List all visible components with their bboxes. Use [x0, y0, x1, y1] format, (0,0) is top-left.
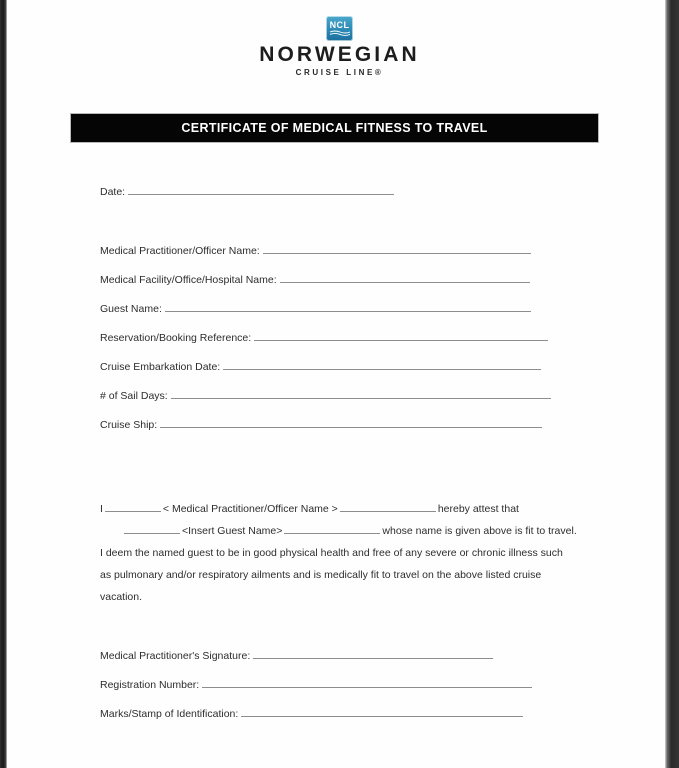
field-input-sail-days[interactable] — [171, 388, 551, 399]
field-label-facility-name: Medical Facility/Office/Hospital Name: — [100, 274, 277, 286]
field-input-embarkation-date[interactable] — [223, 359, 541, 370]
field-label-signature: Medical Practitioner's Signature: — [100, 650, 251, 662]
brand-logo-block — [0, 16, 679, 78]
field-label-cruise-ship: Cruise Ship: — [100, 419, 158, 431]
attestation-blank-4[interactable] — [284, 523, 380, 534]
brand-name: NORWEGIAN — [259, 43, 420, 66]
attestation-blank-3[interactable] — [124, 523, 180, 534]
ncl-logo-icon — [326, 16, 353, 41]
attestation-practitioner-placeholder: < Medical Practitioner/Officer Name > — [162, 503, 338, 515]
field-input-marks-stamp[interactable] — [241, 706, 523, 717]
field-label-embarkation-date: Cruise Embarkation Date: — [100, 361, 221, 373]
field-row-cruise-ship — [100, 417, 542, 432]
scan-edge-left — [0, 0, 7, 768]
field-row-booking-reference — [100, 330, 548, 345]
field-row-marks-stamp — [100, 706, 523, 721]
scan-edge-right — [665, 0, 679, 768]
field-row-signature — [100, 648, 493, 663]
field-label-sail-days: # of Sail Days: — [100, 390, 168, 402]
attestation-line2-suffix: whose name is given above is fit to travel. — [382, 525, 577, 537]
field-input-registration-number[interactable] — [202, 677, 532, 688]
field-row-facility-name — [100, 272, 530, 287]
attestation-line1-suffix: hereby attest that — [437, 503, 519, 515]
field-row-guest-name — [100, 301, 531, 316]
attestation-line-2 — [100, 520, 577, 542]
field-label-date: Date: — [100, 186, 126, 198]
ncl-logo-text: NCL — [329, 20, 350, 30]
attestation-blank-2[interactable] — [340, 501, 436, 512]
field-label-booking-reference: Reservation/Booking Reference: — [100, 332, 252, 344]
field-row-date — [100, 184, 394, 199]
field-label-guest-name: Guest Name: — [100, 303, 162, 315]
field-input-date[interactable] — [128, 184, 394, 195]
attestation-paragraph: I deem the named guest to be in good physical health and free of any severe or chronic illness such as pulmonary and/or respiratory ailments and is medically fit to travel on the above listed cruise vacation. — [100, 547, 563, 603]
field-input-cruise-ship[interactable] — [160, 417, 542, 428]
field-input-practitioner-name[interactable] — [263, 243, 531, 254]
field-input-booking-reference[interactable] — [254, 330, 548, 341]
field-input-facility-name[interactable] — [280, 272, 530, 283]
attestation-blank-1[interactable] — [105, 501, 161, 512]
field-label-marks-stamp: Marks/Stamp of Identification: — [100, 708, 239, 720]
field-row-registration-number — [100, 677, 532, 692]
field-input-signature[interactable] — [253, 648, 493, 659]
attestation-guest-placeholder: <Insert Guest Name> — [182, 525, 283, 537]
brand-subtitle: CRUISE LINE® — [295, 68, 384, 77]
page-title: CERTIFICATE OF MEDICAL FITNESS TO TRAVEL — [181, 121, 488, 135]
attestation-line1-prefix: I — [100, 503, 103, 515]
field-row-practitioner-name — [100, 243, 531, 258]
field-label-registration-number: Registration Number: — [100, 679, 200, 691]
document-title-bar — [71, 114, 598, 142]
field-row-embarkation-date — [100, 359, 541, 374]
attestation-line-1 — [100, 498, 570, 520]
wave-icon — [330, 30, 350, 36]
field-label-practitioner-name: Medical Practitioner/Officer Name: — [100, 245, 260, 257]
attestation-block — [100, 498, 577, 608]
field-input-guest-name[interactable] — [165, 301, 531, 312]
field-row-sail-days — [100, 388, 551, 403]
